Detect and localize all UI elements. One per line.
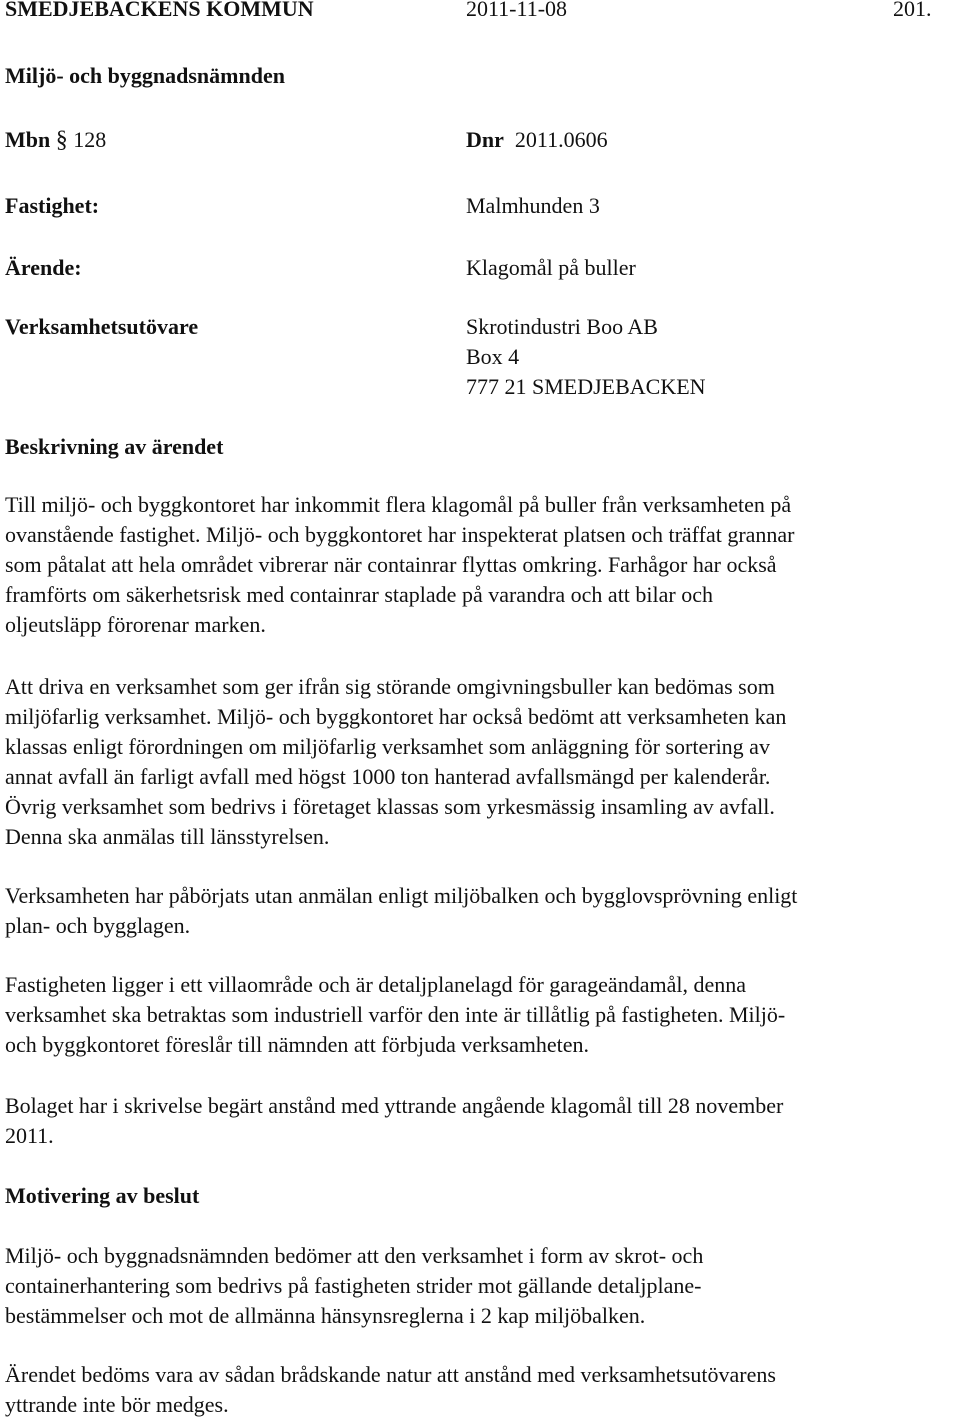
committee-name: Miljö- och byggnadsnämnden — [5, 63, 285, 88]
text-line: Fastigheten ligger i ett villaområde och är detaljplanelagd för garageändamål, denna — [5, 972, 746, 997]
text-line: Övrig verksamhet som bedrivs i företaget klassas som yrkesmässig insamling av avfall. — [5, 794, 775, 819]
motivation-paragraph — [5, 1241, 950, 1331]
description-heading: Beskrivning av ärendet — [5, 434, 224, 459]
text-line: miljöfarlig verksamhet. Miljö- och byggkontoret har också bedömt att verksamheten kan — [5, 704, 787, 729]
text-line: Att driva en verksamhet som ger ifrån sig störande omgivningsbuller kan bedömas som — [5, 674, 775, 699]
dnr-number: 2011.0606 — [514, 127, 608, 152]
text-line: Miljö- och byggnadsnämnden bedömer att den verksamhet i form av skrot- och — [5, 1243, 704, 1268]
section-symbol: § — [55, 127, 68, 153]
dnr-reference — [466, 125, 608, 155]
text-line: framförts om säkerhetsrisk med containrar staplade på varandra och att bilar och — [5, 582, 713, 607]
text-line: ovanstående fastighet. Miljö- och byggkontoret har inspekterat platsen och träffat grannar — [5, 522, 795, 547]
description-paragraph — [5, 970, 950, 1060]
mbn-reference — [5, 125, 106, 155]
text-line: 2011. — [5, 1123, 54, 1148]
address-line: Box 4 — [466, 344, 520, 369]
text-line: plan- och bygglagen. — [5, 913, 191, 938]
text-line: verksamhet ska betraktas som industriell varför den inte är tillåtlig på fastigheten. Miljö- — [5, 1002, 786, 1027]
text-line: Ärendet bedöms vara av sådan brådskande natur att anstånd med verksamhetsutövarens — [5, 1362, 776, 1387]
arende-label: Ärende: — [5, 255, 82, 280]
municipality-name: SMEDJEBACKENS KOMMUN — [5, 0, 314, 21]
fastighet-label: Fastighet: — [5, 193, 100, 218]
text-line: Till miljö- och byggkontoret har inkommit flera klagomål på buller från verksamheten på — [5, 492, 792, 517]
description-paragraph — [5, 490, 950, 640]
text-line: bestämmelser och mot de allmänna hänsynsreglerna i 2 kap miljöbalken. — [5, 1303, 646, 1328]
description-paragraph — [5, 1091, 950, 1151]
mbn-number: 128 — [73, 127, 107, 152]
motivation-paragraph — [5, 1360, 950, 1420]
address-line: 777 21 SMEDJEBACKEN — [466, 374, 706, 399]
dnr-label: Dnr — [466, 127, 504, 152]
text-line: containerhantering som bedrivs på fastigheten strider mot gällande detaljplane- — [5, 1273, 702, 1298]
description-paragraph — [5, 672, 950, 852]
verksamhetsutovare-address — [466, 312, 706, 402]
text-line: klassas enligt förordningen om miljöfarlig verksamhet som anläggning för sortering av — [5, 734, 770, 759]
description-paragraph — [5, 881, 950, 941]
text-line: som påtalat att hela området vibrerar när containrar flyttas omkring. Farhågor har också — [5, 552, 777, 577]
text-line: yttrande inte bör medges. — [5, 1392, 229, 1417]
text-line: annat avfall än farligt avfall med högst 1000 ton hanterad avfallsmängd per kalenderår. — [5, 764, 771, 789]
fastighet-value: Malmhunden 3 — [466, 193, 600, 218]
address-line: Skrotindustri Boo AB — [466, 314, 658, 339]
text-line: Denna ska anmälas till länsstyrelsen. — [5, 824, 330, 849]
text-line: Verksamheten har påbörjats utan anmälan enligt miljöbalken och bygglovsprövning enligt — [5, 883, 798, 908]
mbn-label: Mbn — [5, 127, 51, 152]
document-date: 2011-11-08 — [466, 0, 568, 21]
text-line: och byggkontoret föreslår till nämnden att förbjuda verksamheten. — [5, 1032, 590, 1057]
verksamhetsutovare-label: Verksamhetsutövare — [5, 314, 199, 339]
motivation-heading: Motivering av beslut — [5, 1183, 200, 1208]
text-line: oljeutsläpp förorenar marken. — [5, 612, 266, 637]
page-number: 201. — [893, 0, 932, 21]
text-line: Bolaget har i skrivelse begärt anstånd med yttrande angående klagomål till 28 november — [5, 1093, 784, 1118]
arende-value: Klagomål på buller — [466, 255, 636, 280]
